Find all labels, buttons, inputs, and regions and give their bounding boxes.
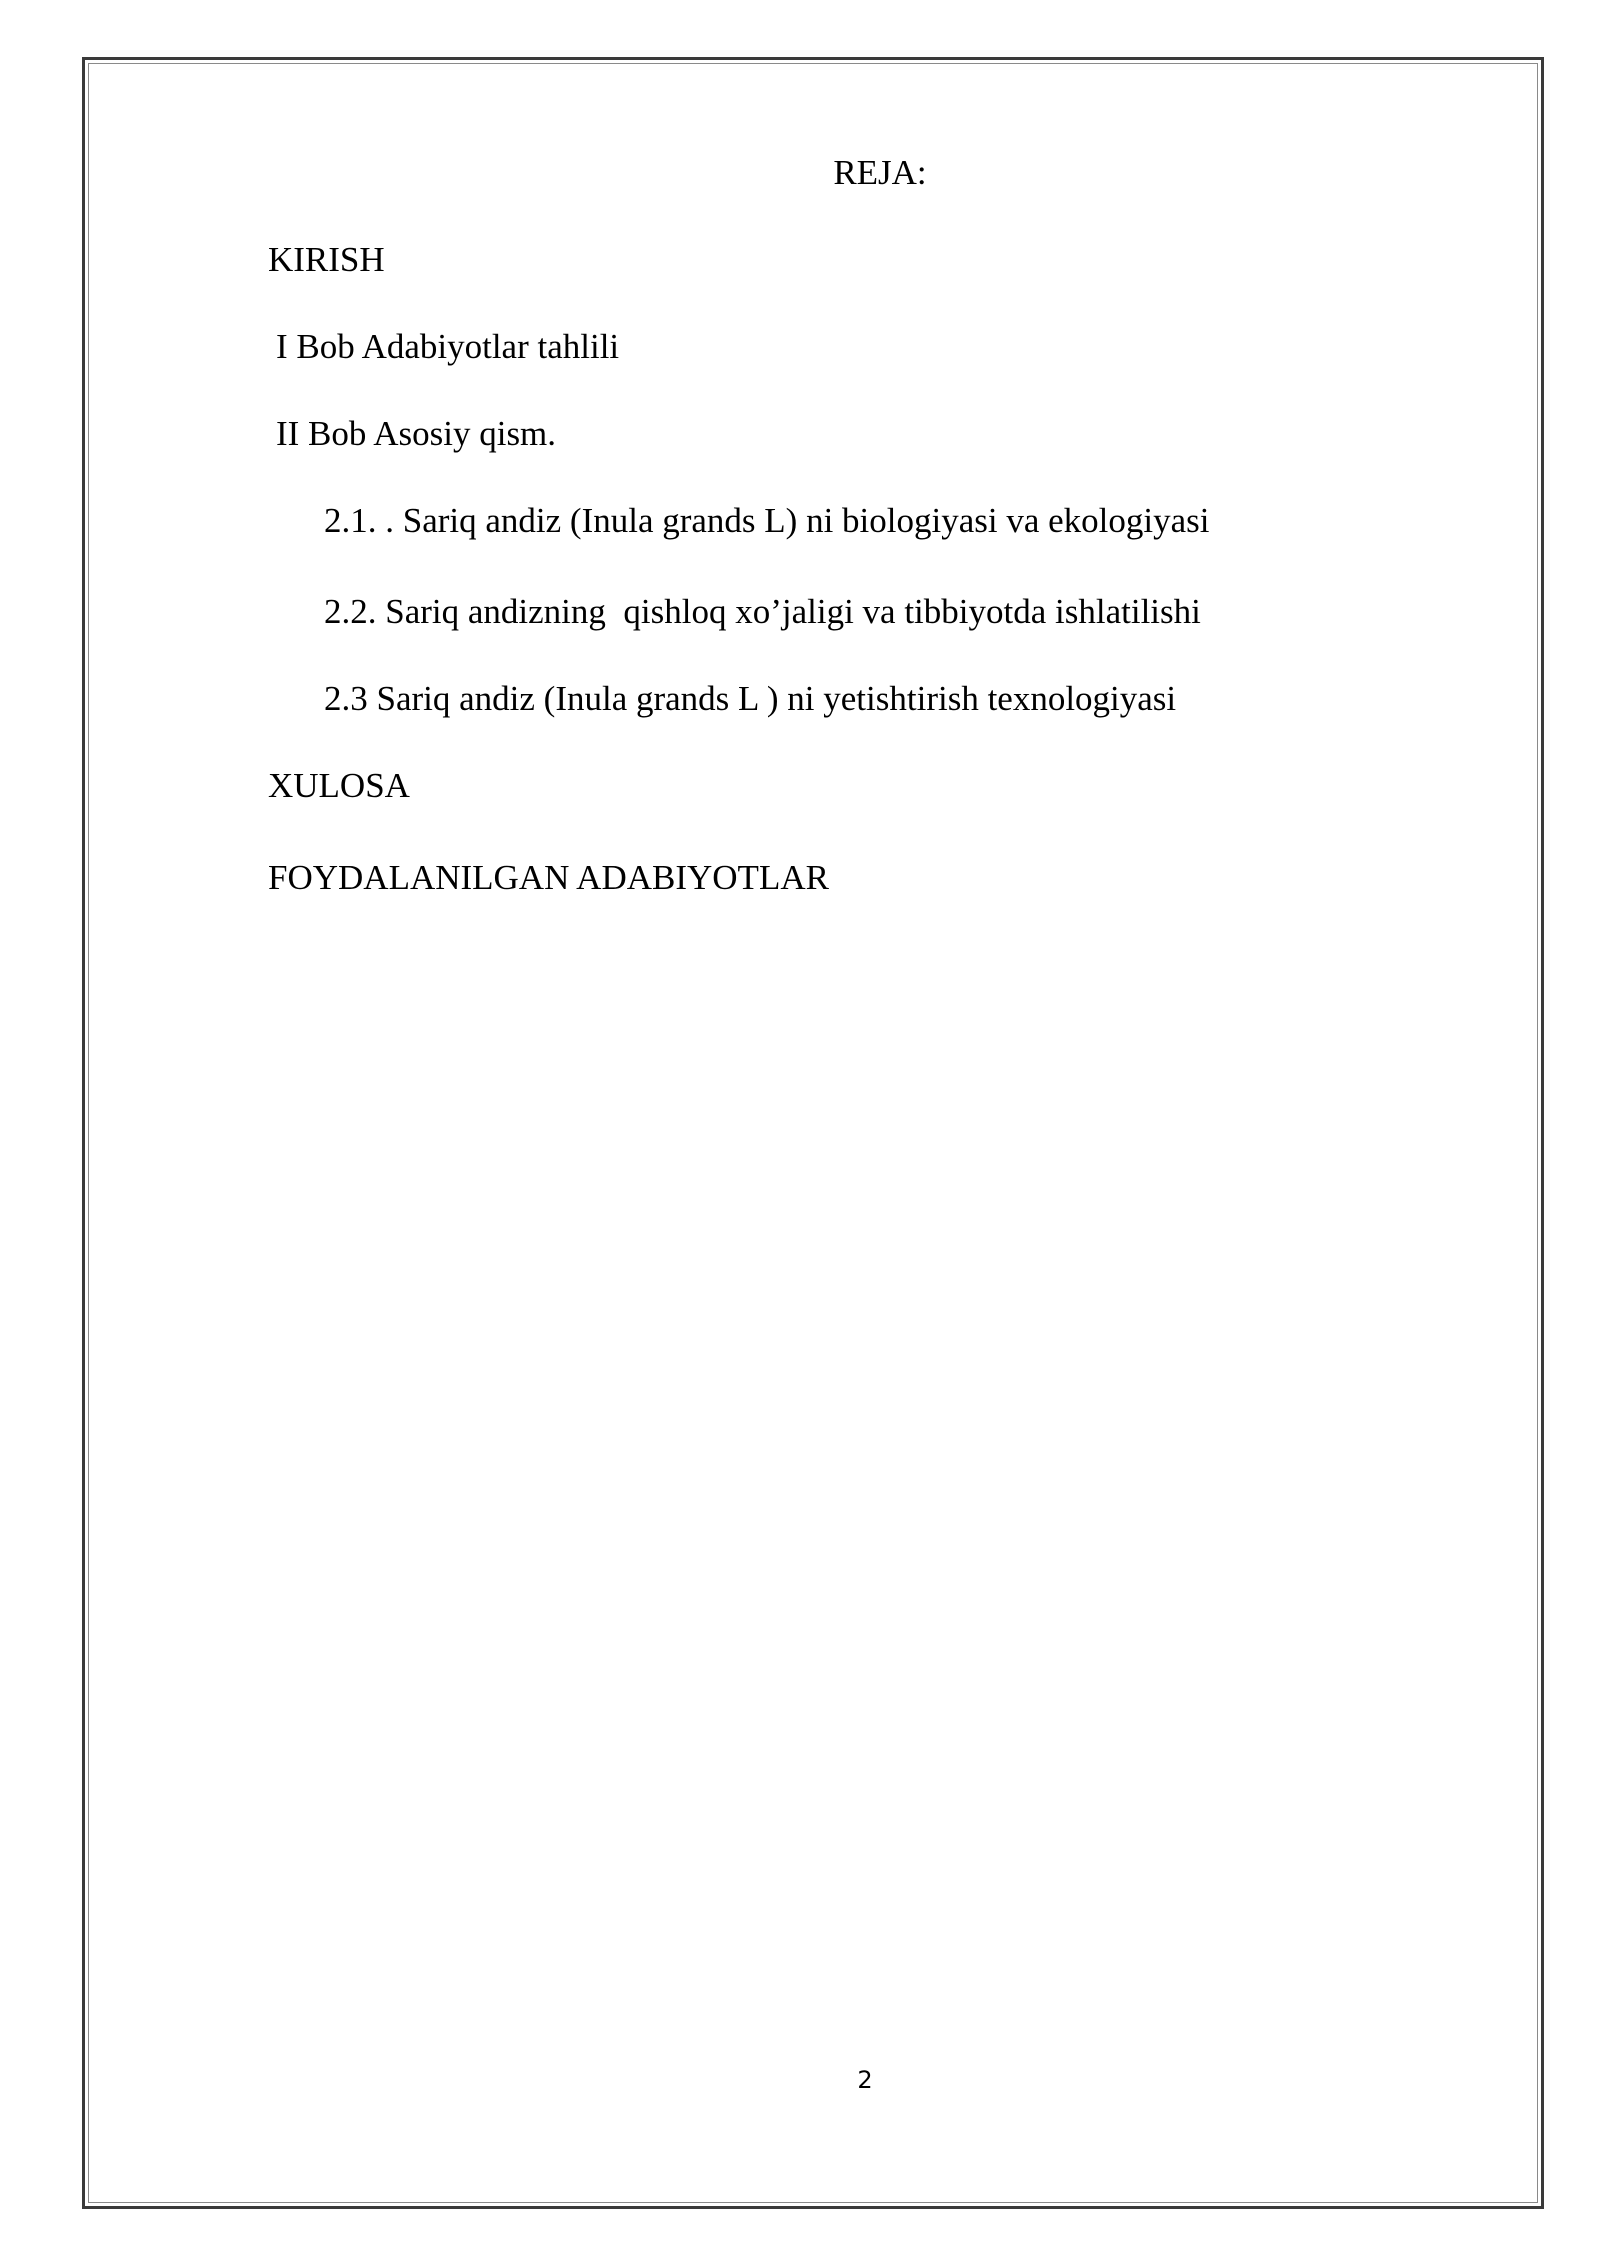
- toc-item-references: FOYDALANILGAN ADABIYOTLAR: [268, 858, 829, 897]
- toc-item-section-2-2: 2.2. Sariq andizning qishloq xo’jaligi va tibbiyotda ishlatilishi: [324, 592, 1201, 631]
- toc-item-chapter-2: II Bob Asosiy qism.: [276, 414, 557, 453]
- page-frame-inner: [88, 63, 1538, 2203]
- page-title: REJA:: [833, 153, 927, 192]
- toc-item-section-2-3: 2.3 Sariq andiz (Inula grands L ) ni yetishtirish texnologiyasi: [324, 679, 1177, 718]
- page-number: 2: [857, 2066, 873, 2094]
- toc-item-section-2-1: 2.1. . Sariq andiz (Inula grands L) ni biologiyasi va ekologiyasi: [324, 501, 1210, 540]
- toc-item-kirish: KIRISH: [268, 240, 385, 279]
- toc-item-chapter-1: I Bob Adabiyotlar tahlili: [276, 327, 620, 366]
- toc-item-xulosa: XULOSA: [268, 766, 410, 805]
